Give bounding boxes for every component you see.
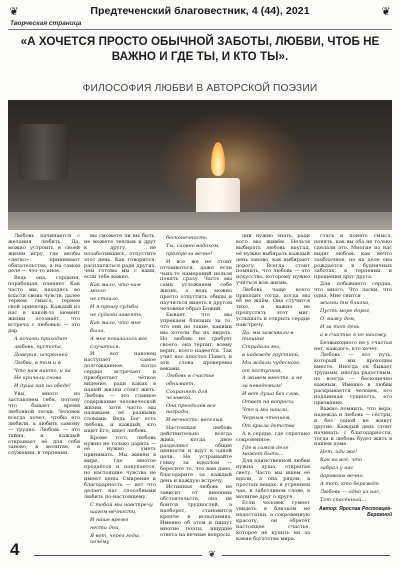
verse-line: Тот спасённый... xyxy=(320,496,367,503)
verse-line: Пусть море дорог, xyxy=(320,308,371,315)
verse-line: И вот душа без слов, xyxy=(242,391,300,398)
verse-line: Где в самом деле может быть... xyxy=(242,444,289,457)
paragraph: Для единственной любви нужна душа, открытая свету. Часто мы ищем её вдали, а она рядом, в простых вещах: в утреннем чае, в заботливом слове, в молитве друг о друге. xyxy=(236,458,310,500)
verse-line: И наше время xyxy=(90,517,129,524)
verse-line: Как мало, что нам могло xyxy=(90,282,141,295)
paragraph: Любовь чаще всего приходит тогда, когда мы её не ждём. Она стучится тихо, и важно не пропустить этот миг, услышать и открыть сердце навстречу. xyxy=(236,286,310,329)
verse-line: шагом вечности, xyxy=(90,509,137,516)
verse-line: А мне показалось все xyxy=(90,335,148,342)
verse-line: Нет, иди же! xyxy=(320,449,358,456)
paragraph: Ведь она, гордыня, порабощая, пленяет. Как часто мы, находясь во власти своих чувств, далее теряем смысл, теряем свой ориентир. Каждый из нас в какой-то момент жизни осознаёт, что встреча с любовью — это дар. xyxy=(8,274,80,334)
verse-line: Что и мы нашли, xyxy=(242,407,289,414)
paragraph: Кроме того, любовь нужно не только дарить — её нужно уметь принимать. Мы живём в мире, где многое продаётся и покупается, но настоящие чувства не имеют цены. Смирение и благодарность — вот что делает нас способными любить по-настоящему. xyxy=(84,434,156,500)
verse-line: были, xyxy=(90,327,106,334)
verse-line: любовь, пустота, xyxy=(14,343,63,350)
verse-line: Любовь — одно из нас, xyxy=(320,488,381,495)
table-surface xyxy=(8,212,392,230)
verse-line: Как мало, что мне xyxy=(90,319,141,326)
verse-line: И вечность, веселый xyxy=(166,416,223,423)
verse-line: И за тот день xyxy=(320,324,360,331)
verse-line: в надежде грустной, xyxy=(242,351,300,358)
article-body xyxy=(8,233,392,546)
paragraph: Настоящая любовь действительно всегда жива, когда двое разделяют общие ценности и идут к одной цели. Не устраивайте гонку за идеалом — берегите то, что вам дано, благодарите за каждый день и каждую встречу. xyxy=(160,424,232,484)
author-signature: Автор: Ярослав Ростовцев-Бережной xyxy=(318,505,392,518)
paragraph: А в сердце, где спрятано сокровенное, xyxy=(236,430,310,443)
column-2 xyxy=(84,233,156,546)
verse-line: Как на всё, что xyxy=(320,457,362,464)
ornament-right-icon: ❦ xyxy=(381,4,391,18)
verse-line: Мы ждали чудесного, xyxy=(242,359,301,366)
verse-line: Ответ на вопросы, xyxy=(242,399,295,406)
verse-line: Не кричали снова xyxy=(14,375,62,382)
verse-line: бесконечность xyxy=(166,235,207,241)
column-5 xyxy=(314,234,392,534)
header-divider xyxy=(8,29,392,30)
verse-line: забрал у нас xyxy=(320,465,354,472)
paragraph: Важно помнить, что вера, надежда и любовь — сёстры, и без одной не живут другие. Каждый день стоит начинать с благодарности, тогда и любовь будет жить в нашем доме. xyxy=(314,405,392,448)
verse-line: От крыла детства xyxy=(242,422,295,429)
verse-line: А тот, кто бережёт xyxy=(320,480,379,487)
verse-line: Любви, в том и в xyxy=(14,359,61,366)
paragraph: дни нужно знать, ради кого мы живём. Нельзя выбирать любовь наугад, её нужно выбирать каждый день заново, как выбирают дорогу. Всегда стоит помнить, что любовь — это искусство, которому нужно учиться всю жизнь. xyxy=(236,233,310,287)
column-1 xyxy=(8,234,80,534)
paragraph: Безвыходного не у счастья нет, каждого, кто хочет. xyxy=(314,340,392,352)
paragraph: Бывает, что мы упрекаем близких за то, что они не такие, какими мы хотели бы их видеть. Но любовь не требует своего, она терпит, всему верит, всего надеется. Так учит нас апостол Павел, и эти слова проверены веками. xyxy=(160,312,232,372)
column-3 xyxy=(160,234,232,538)
paragraph: стать и понять смысл, понять, как вы оба не только сделали это. Многие из нас видят любовь как нечто заоблачное, но на деле она рождается в будничных заботах, в терпении и прощении друг друга. xyxy=(314,233,392,281)
verse-line: жизни ты близка, xyxy=(320,300,370,307)
verse-line: Черным-чтением, xyxy=(242,414,292,421)
verse-line: не судами завеять, xyxy=(90,311,143,318)
paragraph: вы сможете ли вы быть, не можете теплым к друг к другу, не позаботившись, отпустите этот день. Как говорится, расплатиться ради других, чем готовы мы с вами, если тебе важно. xyxy=(84,233,156,281)
verse-line: случаться. xyxy=(90,343,121,350)
column-4 xyxy=(236,233,310,542)
ornament-left-icon: ❦ xyxy=(9,4,19,18)
verse-line: Доверия, искренней xyxy=(14,351,68,358)
verse-line: А живем вместе, а не xyxy=(242,375,303,382)
rubric-label: Творческая страница xyxy=(10,20,82,27)
verse-line: Да, мы заживали в тишине xyxy=(242,330,294,342)
verse-line: Сохраняет для человека, xyxy=(166,389,208,402)
page-number: 4 xyxy=(10,540,20,559)
verse-line: Она преодолев все награды, xyxy=(166,403,216,415)
verse-line: И душа как на обеде! xyxy=(14,383,71,390)
verse-line: А ночами приходит xyxy=(14,335,68,342)
verse-line: а в счастье я не нахожу. xyxy=(320,332,388,339)
verse-line: О, вижу дом, xyxy=(320,316,356,323)
paragraph: Увы, много из заставляем себя, потому что бывает время любовной тоски. Человек всегда хочет, чтобы его любили, а любить самому — трудно. Любовь — это тайна, и каждый открывает её для себя заново, в молитве, в служении, в терпении. xyxy=(8,391,80,457)
verse-line: Страдали мы, xyxy=(242,343,281,350)
verse-line: С тобой мы навстречу xyxy=(90,501,153,508)
verse-line: И я прошу судьбы xyxy=(90,303,139,310)
cup-shape xyxy=(18,124,68,180)
verse-line: дарованы вечно, xyxy=(320,473,365,480)
page-header xyxy=(0,0,400,22)
verse-line: Ты, словно вздохом, xyxy=(166,242,220,249)
paragraph: Любовь начинается с желания любить. Да, можно устроить в своей жизни игру, где якобы «легко» принимают обязательства, а на самом деле — что-то иное. xyxy=(8,233,80,275)
paragraph: Для побывшего сердца, что много, Что ласки, что одна, Мне снится xyxy=(314,280,392,299)
verse-line: Что нам никто, и на xyxy=(14,367,71,374)
verse-line: прогорели вечно! xyxy=(166,250,213,257)
ornament-icon: ❦ xyxy=(208,550,216,560)
paragraph: И вот наконец наступает самое долгожданное, когда сердце встречает и приобретает чёткое видение, ради каких в нашей жизни стоит жить. Любовь — это главное содержание человеческой жизни, хотя часто мы называем её разными словами. Ведь Бог есть любовь, и каждый, кто ищет Его, ищет любовь. xyxy=(84,351,156,435)
verse-line: не стоило, xyxy=(90,296,120,303)
paragraph: Если человек сумеет увидеть в близком не недостатки, а сокровенную красоту, он обретёт настоящее счастье, которое не купить ни за какие богатства мира. xyxy=(236,500,310,542)
newspaper-title: Предтеченский благовестник, 4 (44), 2021 xyxy=(90,5,310,17)
footer-rule-right xyxy=(222,555,390,556)
paragraph: Любовь — это путь, который мы проходим вместе. Иногда он бывает трудным, иногда радостным, но всегда — бесконечно важным. Именно в любви раскрывается человек, его подлинная сущность, его призвание. xyxy=(314,352,392,406)
paragraph: И все же не стоит отчаиваться, даже если чьих-то намерений нельзя понять сразу. Часто мы сами усложняем себе жизнь, а ведь можно просто отпустить обиды и научиться видеть в другом человеке образ Божий. xyxy=(160,258,232,312)
footer-ornament xyxy=(34,550,390,560)
verse-line: обнимает, xyxy=(166,381,195,388)
candle-photo xyxy=(8,100,392,230)
verse-line: Я вот, через годы, почему xyxy=(90,533,141,546)
footer-rule-left xyxy=(34,555,202,556)
article-subhead: ФИЛОСОФИЯ ЛЮБВИ В АВТОРСКОЙ ПОЭЗИИ xyxy=(82,83,318,94)
verse-line: Любовь в счастье xyxy=(166,373,215,380)
page-footer xyxy=(0,538,400,567)
verse-line: за неведомым! xyxy=(242,383,282,390)
verse-line: нести дни, xyxy=(90,525,120,532)
article-headline: «А ХОЧЕТСЯ ПРОСТО ОБЫЧНОЙ ЗАБОТЫ, ЛЮБВИ, ЧТОБ НЕ ВАЖНО И ГДЕ ТЫ, И КТО ТЫ». xyxy=(20,35,380,63)
paragraph: Истинная любовь не зависит от внешних обстоятельств, она не боится трудностей, а наоборот, становится крепче в испытаниях. Именно об этом и пишут многие поэты, ищущие ответа на вечные вопросы. xyxy=(160,484,232,538)
verse-line: от поступков, xyxy=(242,367,282,374)
